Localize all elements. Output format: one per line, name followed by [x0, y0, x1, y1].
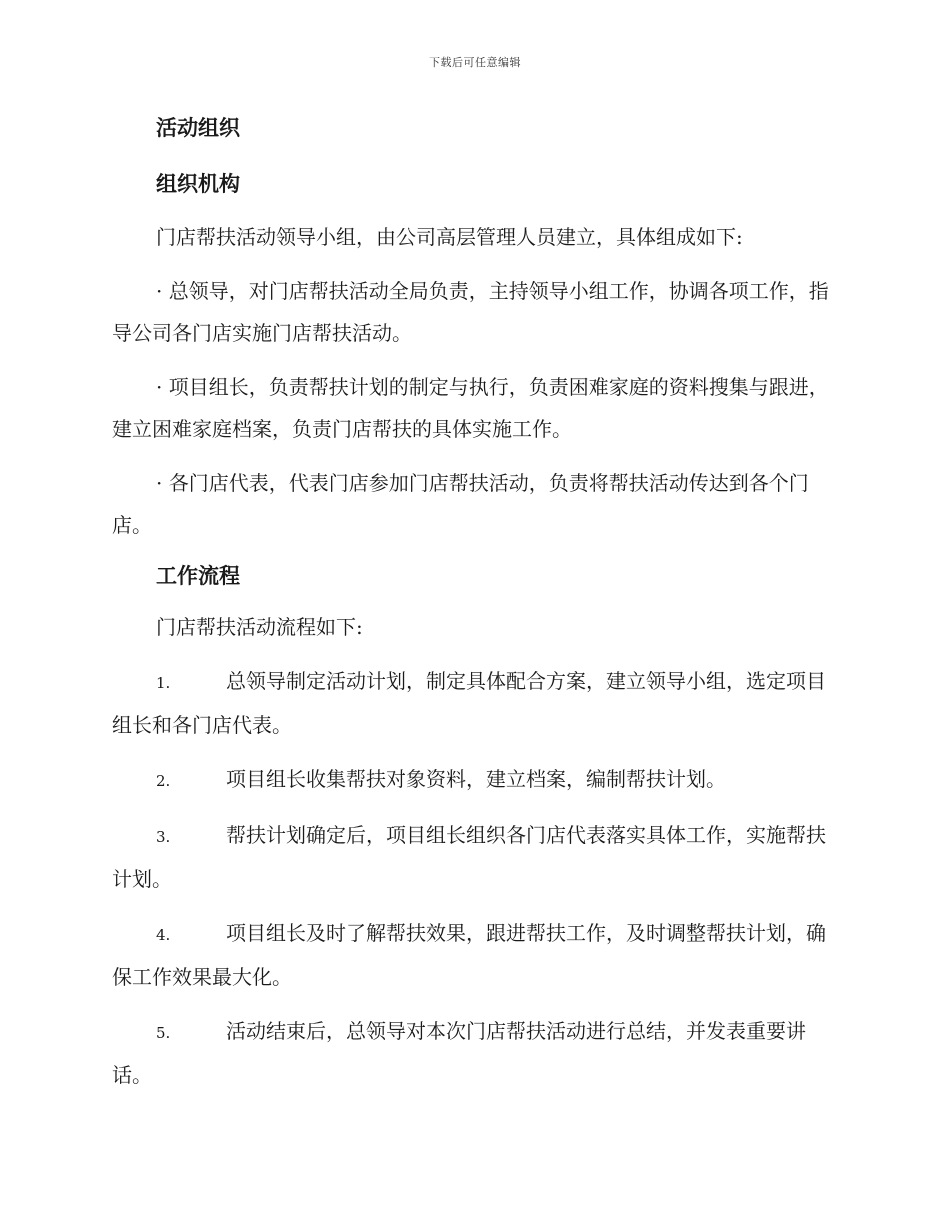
bullet-general-leader: · 总领导，对门店帮扶活动全局负责，主持领导小组工作，协调各项工作，指导公司各门店实施门店帮扶活动。 — [112, 279, 829, 345]
step-text: 项目组长及时了解帮扶效果，跟进帮扶工作，及时调整帮扶计划，确保工作效果最大化。 — [112, 921, 826, 989]
step-number: 3. — [156, 828, 171, 846]
page-header-note: 下载后可任意编辑 — [429, 56, 521, 69]
section-heading-organization-structure: 组织机构 — [156, 172, 240, 196]
section-heading-workflow: 工作流程 — [156, 564, 240, 588]
process-step — [112, 1010, 840, 1096]
step-text: 总领导制定活动计划，制定具体配合方案，建立领导小组，选定项目组长和各门店代表。 — [112, 669, 826, 737]
process-intro-paragraph: 门店帮扶活动流程如下: — [156, 615, 363, 639]
process-step — [112, 912, 840, 998]
process-step — [112, 660, 840, 746]
bullet-project-leader: · 项目组长，负责帮扶计划的制定与执行，负责困难家庭的资料搜集与跟进，建立困难家庭档案，负责门店帮扶的具体实施工作。 — [112, 375, 829, 441]
process-step — [112, 758, 840, 802]
document-body — [112, 110, 840, 1096]
step-number: 2. — [156, 772, 171, 790]
step-number: 4. — [156, 926, 171, 944]
step-number: 1. — [156, 674, 171, 692]
step-number: 5. — [156, 1024, 171, 1042]
bullet-store-representative: · 各门店代表，代表门店参加门店帮扶活动，负责将帮扶活动传达到各个门店。 — [112, 471, 809, 537]
step-text: 帮扶计划确定后，项目组长组织各门店代表落实具体工作，实施帮扶计划。 — [112, 823, 826, 891]
section-heading-activity-organization: 活动组织 — [156, 116, 240, 140]
step-text: 项目组长收集帮扶对象资料，建立档案，编制帮扶计划。 — [226, 767, 726, 791]
step-text: 活动结束后，总领导对本次门店帮扶活动进行总结，并发表重要讲话。 — [112, 1019, 806, 1087]
process-step — [112, 814, 840, 900]
intro-paragraph: 门店帮扶活动领导小组，由公司高层管理人员建立，具体组成如下: — [156, 225, 743, 249]
